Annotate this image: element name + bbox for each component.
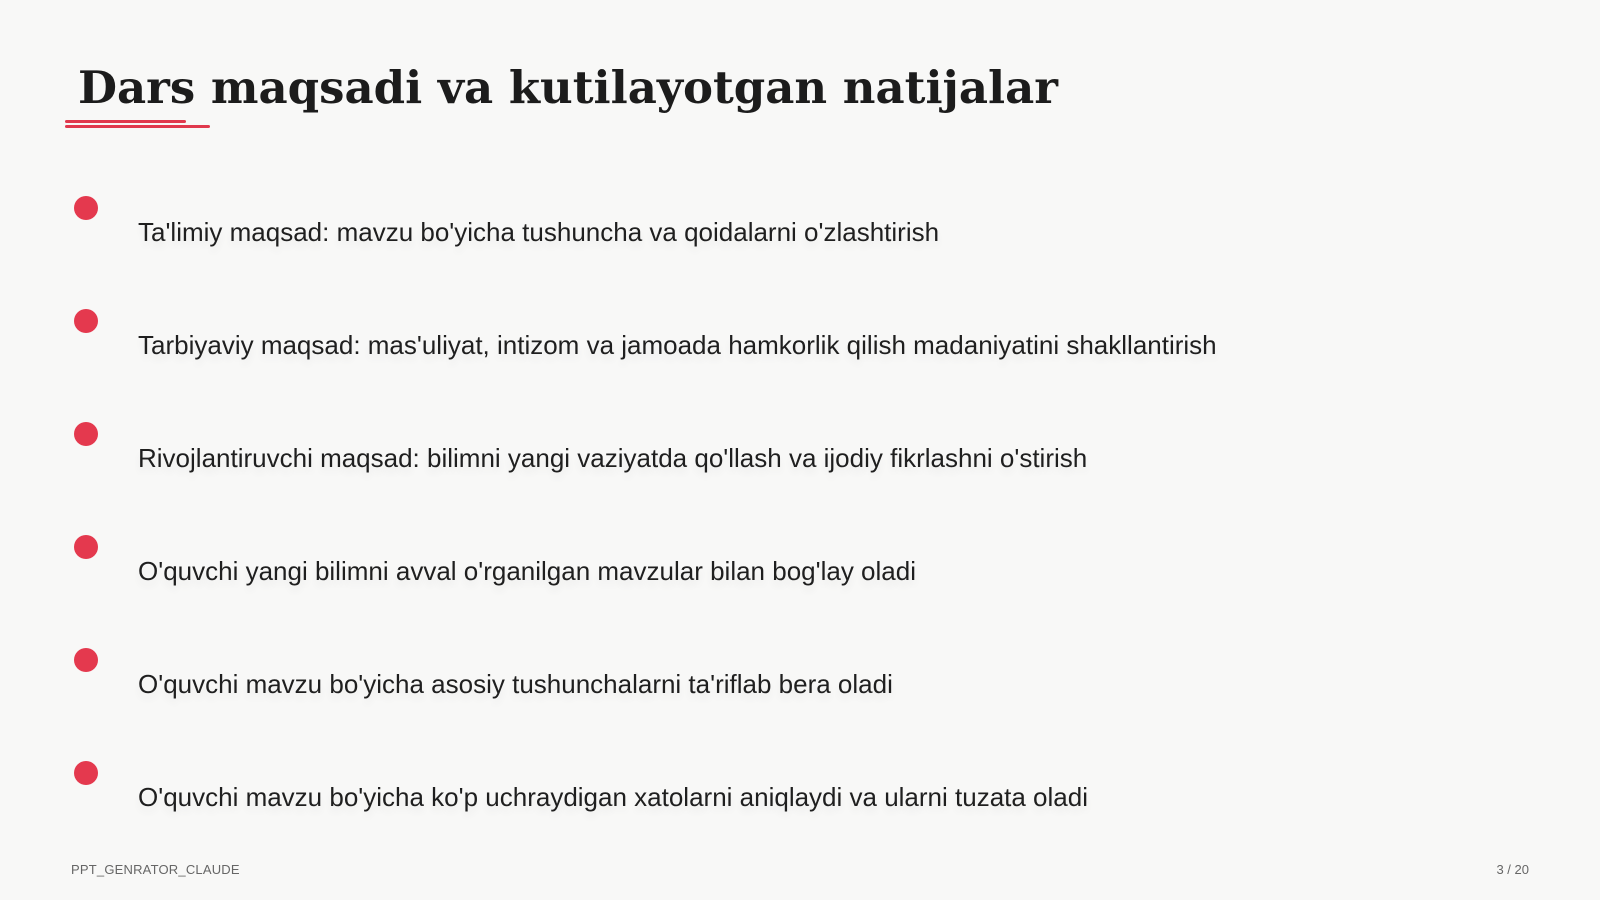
- objective-text: O'quvchi yangi bilimni avval o'rganilgan mavzular bilan bog'lay oladi: [138, 556, 916, 586]
- bullet-dot-icon: [74, 422, 98, 446]
- objective-text: Tarbiyaviy maqsad: mas'uliyat, intizom va jamoada hamkorlik qilish madaniyatini shakllantirish: [138, 330, 1217, 360]
- objective-text: Ta'limiy maqsad: mavzu bo'yicha tushuncha va qoidalarni o'zlashtirish: [138, 217, 940, 247]
- bullet-dot-icon: [74, 761, 98, 785]
- objective-text: O'quvchi mavzu bo'yicha asosiy tushunchalarni ta'riflab bera oladi: [138, 669, 893, 699]
- objective-item: [0, 196, 1600, 296]
- slide-title: Dars maqsadi va kutilayotgan natijalar: [78, 61, 1058, 114]
- objective-item: [0, 422, 1600, 522]
- objective-text: Rivojlantiruvchi maqsad: bilimni yangi vaziyatda qo'llash va ijodiy fikrlashni o'stirish: [138, 443, 1088, 473]
- objective-item: [0, 535, 1600, 635]
- bullet-dot-icon: [74, 648, 98, 672]
- bullet-dot-icon: [74, 535, 98, 559]
- objective-item: [0, 648, 1600, 748]
- page-number: 3 / 20: [1496, 862, 1529, 877]
- objective-item: [0, 761, 1600, 861]
- footer-source-label: PPT_GENRATOR_CLAUDE: [71, 862, 240, 877]
- objective-text: O'quvchi mavzu bo'yicha ko'p uchraydigan xatolarni aniqlaydi va ularni tuzata oladi: [138, 782, 1088, 812]
- objective-item: [0, 309, 1600, 409]
- bullet-dot-icon: [74, 309, 98, 333]
- bullet-dot-icon: [74, 196, 98, 220]
